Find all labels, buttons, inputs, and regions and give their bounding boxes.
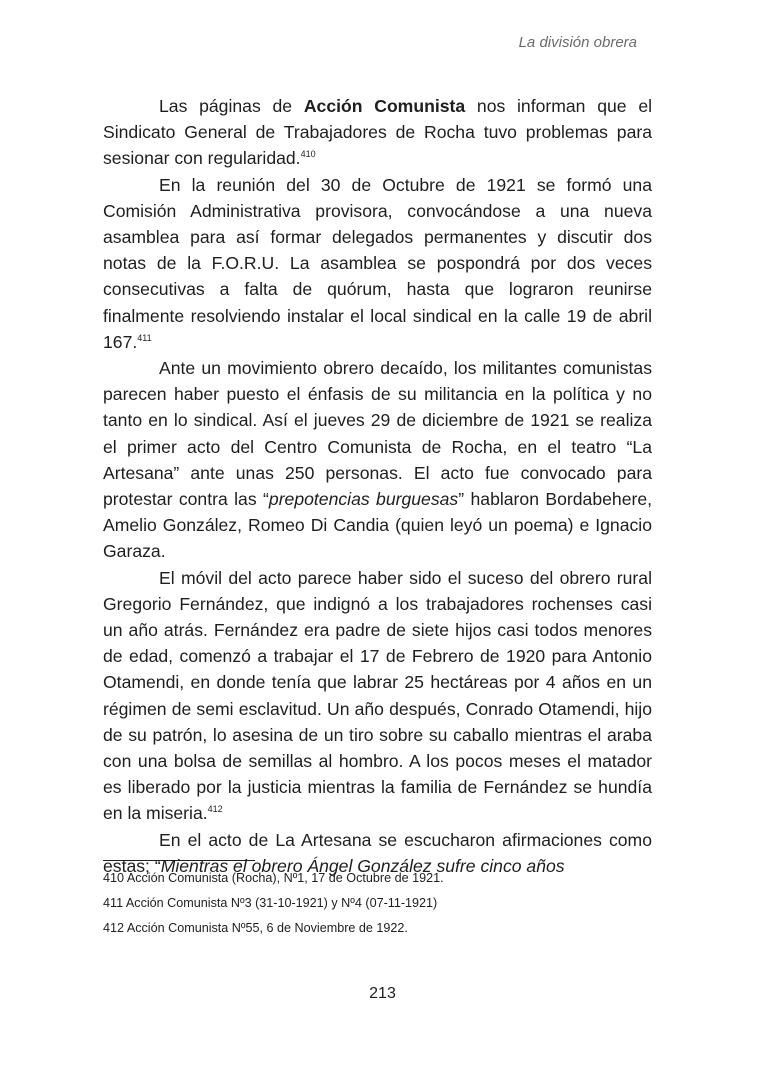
footnote-412: 412 Acción Comunista Nº55, 6 de Noviembre de 1922. <box>103 921 408 935</box>
footnote-410: 410 Acción Comunista (Rocha), Nº1, 17 de Octubre de 1921. <box>103 871 444 885</box>
footnotes <box>103 866 652 941</box>
text-run: Las páginas de <box>159 96 304 116</box>
footnote-ref[interactable]: 412 <box>207 804 223 815</box>
body-text <box>103 93 652 879</box>
text-run: nos informan que el Sindicato General de Trabajadores de Rocha tuvo problemas para sesionar con regularidad. <box>103 96 653 169</box>
text-run: En la reunión del 30 de Octubre de 1921 se formó una Comisión Administrativa provisora, convocándose a una nueva asamblea para así formar delegados permanentes y discutir dos notas de la F.O.R.U. La asamblea se pospondrá por dos veces consecutivas a falta de quórum, hasta que lograron reunirse finalmente resolviendo instalar el local sindical en la calle 19 de abril 167. <box>103 174 652 352</box>
footnote-ref[interactable]: 411 <box>137 332 152 343</box>
text-run: ” hablaron Bordabehere, Amelio González, Romeo Di Candia (quien leyó un poema) e Ignacio Garaza. <box>103 489 653 562</box>
paragraph-4 <box>103 565 652 827</box>
text-run: El móvil del acto parece haber sido el suceso del obrero rural Gregorio Fernández, que indignó a los trabajadores rochenses casi un año atrás. Fernández era padre de siete hijos casi todos menores de edad, comenzó a trabajar el 17 de Febrero de 1920 para Antonio Otamendi, en donde tenía que labrar 25 hectáreas por 4 años en un régimen de semi esclavitud. Un año después, Conrado Otamendi, hijo de su patrón, lo asesina de un tiro sobre su caballo mientras el araba con una bolsa de semillas al hombro. A los pocos meses el matador es liberado por la justicia mientras la familia de Fernández se hundía en la miseria. <box>103 567 652 824</box>
footnote-411: 411 Acción Comunista Nº3 (31-10-1921) y Nº4 (07-11-1921) <box>103 896 438 910</box>
footnote-divider <box>103 860 255 861</box>
paragraph-2 <box>103 172 652 355</box>
paragraph-3 <box>103 355 652 565</box>
footnote-ref[interactable]: 410 <box>300 149 316 160</box>
italic-quote: Mientras el obrero Ángel González sufre cinco años <box>160 855 565 876</box>
paragraph-1 <box>103 93 652 172</box>
page-number: 213 <box>369 985 396 1002</box>
text-run: En el acto de La Artesana se escucharon afirmaciones como estas; “ <box>103 829 652 876</box>
text-run: Ante un movimiento obrero decaído, los militantes comunistas parecen haber puesto el énfasis de su militancia en la política y no tanto en lo sindical. Así el jueves 29 de diciembre de 1921 se realiza el primer acto del Centro Comunista de Rocha, en el teatro “La Artesana” ante unas 250 personas. El acto fue convocado para protestar contra las “ <box>103 358 652 510</box>
running-header: La división obrera <box>518 34 637 51</box>
italic-quote: prepotencias burguesas <box>268 489 459 510</box>
bold-title: Acción Comunista <box>303 96 466 116</box>
